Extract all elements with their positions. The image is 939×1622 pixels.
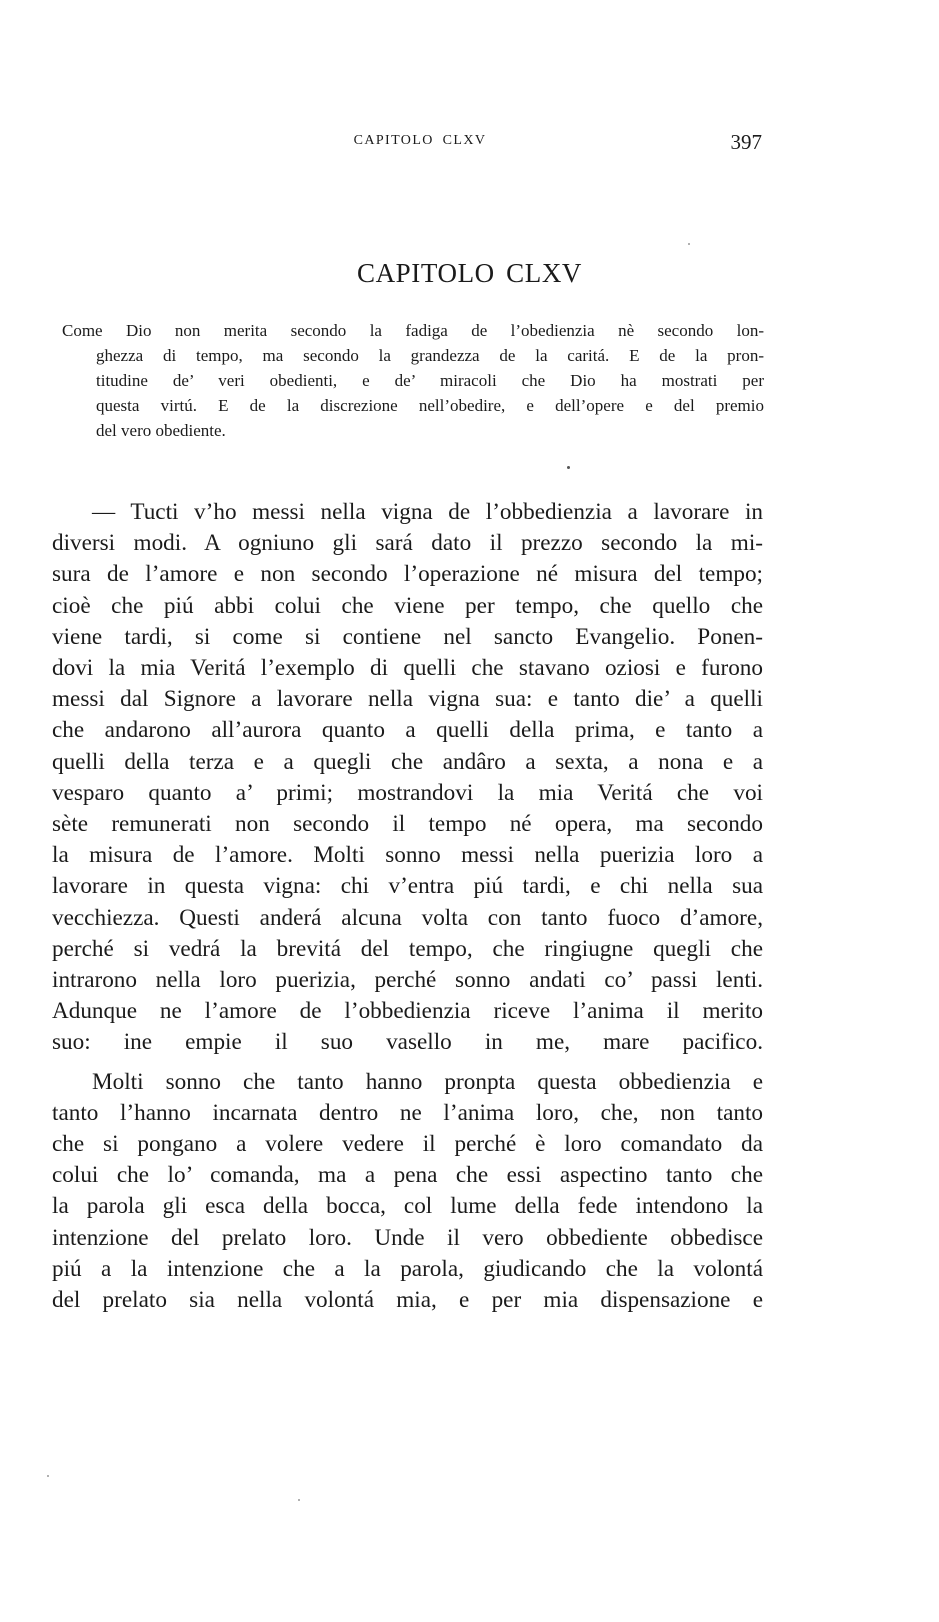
summary-line: titudine de’ veri obedienti, e de’ miracoli che Dio ha mostrati per [96,371,764,390]
paragraph-2 [52,1067,763,1317]
text-line: che si pongano a volere vedere il perché è loro comandato da [52,1131,763,1158]
text-line: intenzione del prelato loro. Unde il vero obbediente obbedisce [52,1224,763,1251]
text-line: del prelato sia nella volontá mia, e per mia dispensazione e [52,1287,763,1314]
ink-speck [298,1499,300,1501]
text-line: vesparo quanto a’ primi; mostrandovi la mia Veritá che voi [52,779,763,806]
summary-line: questa virtú. E de la discrezione nell’obedire, e dell’opere e del premio [96,396,764,415]
summary-line: Come Dio non merita secondo la fadiga de l’obedienzia nè secondo lon- [62,321,764,340]
text-line: — Tucti v’ho messi nella vigna de l’obbedienzia a lavorare in [92,499,763,525]
text-line: messi dal Signore a lavorare nella vigna sua: e tanto die’ a quelli [52,686,763,713]
text-line: che andarono all’aurora quanto a quelli della prima, e tanto a [52,717,763,744]
text-line: vecchiezza. Questi anderá alcuna volta con tanto fuoco d’amore, [52,904,763,931]
text-line: la parola gli esca della bocca, col lume della fede intendono la [52,1193,763,1220]
text-line: Molti sonno che tanto hanno pronpta questa obbedienzia e [92,1068,763,1095]
text-line: cioè che piú abbi colui che viene per tempo, che quello che [52,592,763,619]
text-line: viene tardi, si come si contiene nel sancto Evangelio. Ponen- [52,623,763,650]
text-line: colui che lo’ comanda, ma a pena che essi aspectino tanto che [52,1162,763,1189]
summary-line: del vero obediente. [96,421,226,440]
text-line: suo: ine empie il suo vasello in me, mare pacifico. [52,1029,763,1056]
chapter-summary [62,318,764,443]
text-line: intrarono nella loro puerizia, perché sonno andati co’ passi lenti. [52,967,763,994]
text-line: tanto l’hanno incarnata dentro ne l’anima loro, che, non tanto [52,1099,763,1126]
text-line: perché si vedrá la brevitá del tempo, che ringiugne quegli che [52,935,763,962]
text-line: quelli della terza e a quegli che andâro a sexta, a nona e a [52,748,763,775]
text-line: lavorare in questa vigna: chi v’entra piú tardi, e chi nella sua [52,873,763,900]
text-line: Adunque ne l’amore de l’obbedienzia riceve l’anima il merito [52,998,763,1025]
paragraph-1 [52,497,763,1059]
text-line: piú a la intenzione che a la parola, giudicando che la volontá [52,1255,763,1282]
text-line: sète remunerati non secondo il tempo né opera, ma secondo [52,811,763,838]
ink-speck [688,243,690,245]
text-line: diversi modi. A ogniuno gli sará dato il prezzo secondo la mi- [52,530,763,557]
page-number: 397 [730,130,762,154]
text-line: dovi la mia Veritá l’exemplo di quelli che stavano oziosi e furono [52,655,763,682]
chapter-heading: CAPITOLO CLXV [356,258,583,288]
text-line: sura de l’amore e non secondo l’operazione né misura del tempo; [52,561,763,588]
body-text [52,497,763,1324]
running-head-title: CAPITOLO CLXV [353,133,487,148]
text-line: la misura de l’amore. Molti sonno messi nella puerizia loro a [52,842,763,869]
running-head [0,130,939,160]
ink-speck [47,1475,49,1477]
summary-line: ghezza di tempo, ma secondo la grandezza de la caritá. E de la pron- [96,346,764,365]
ink-speck [567,466,570,469]
